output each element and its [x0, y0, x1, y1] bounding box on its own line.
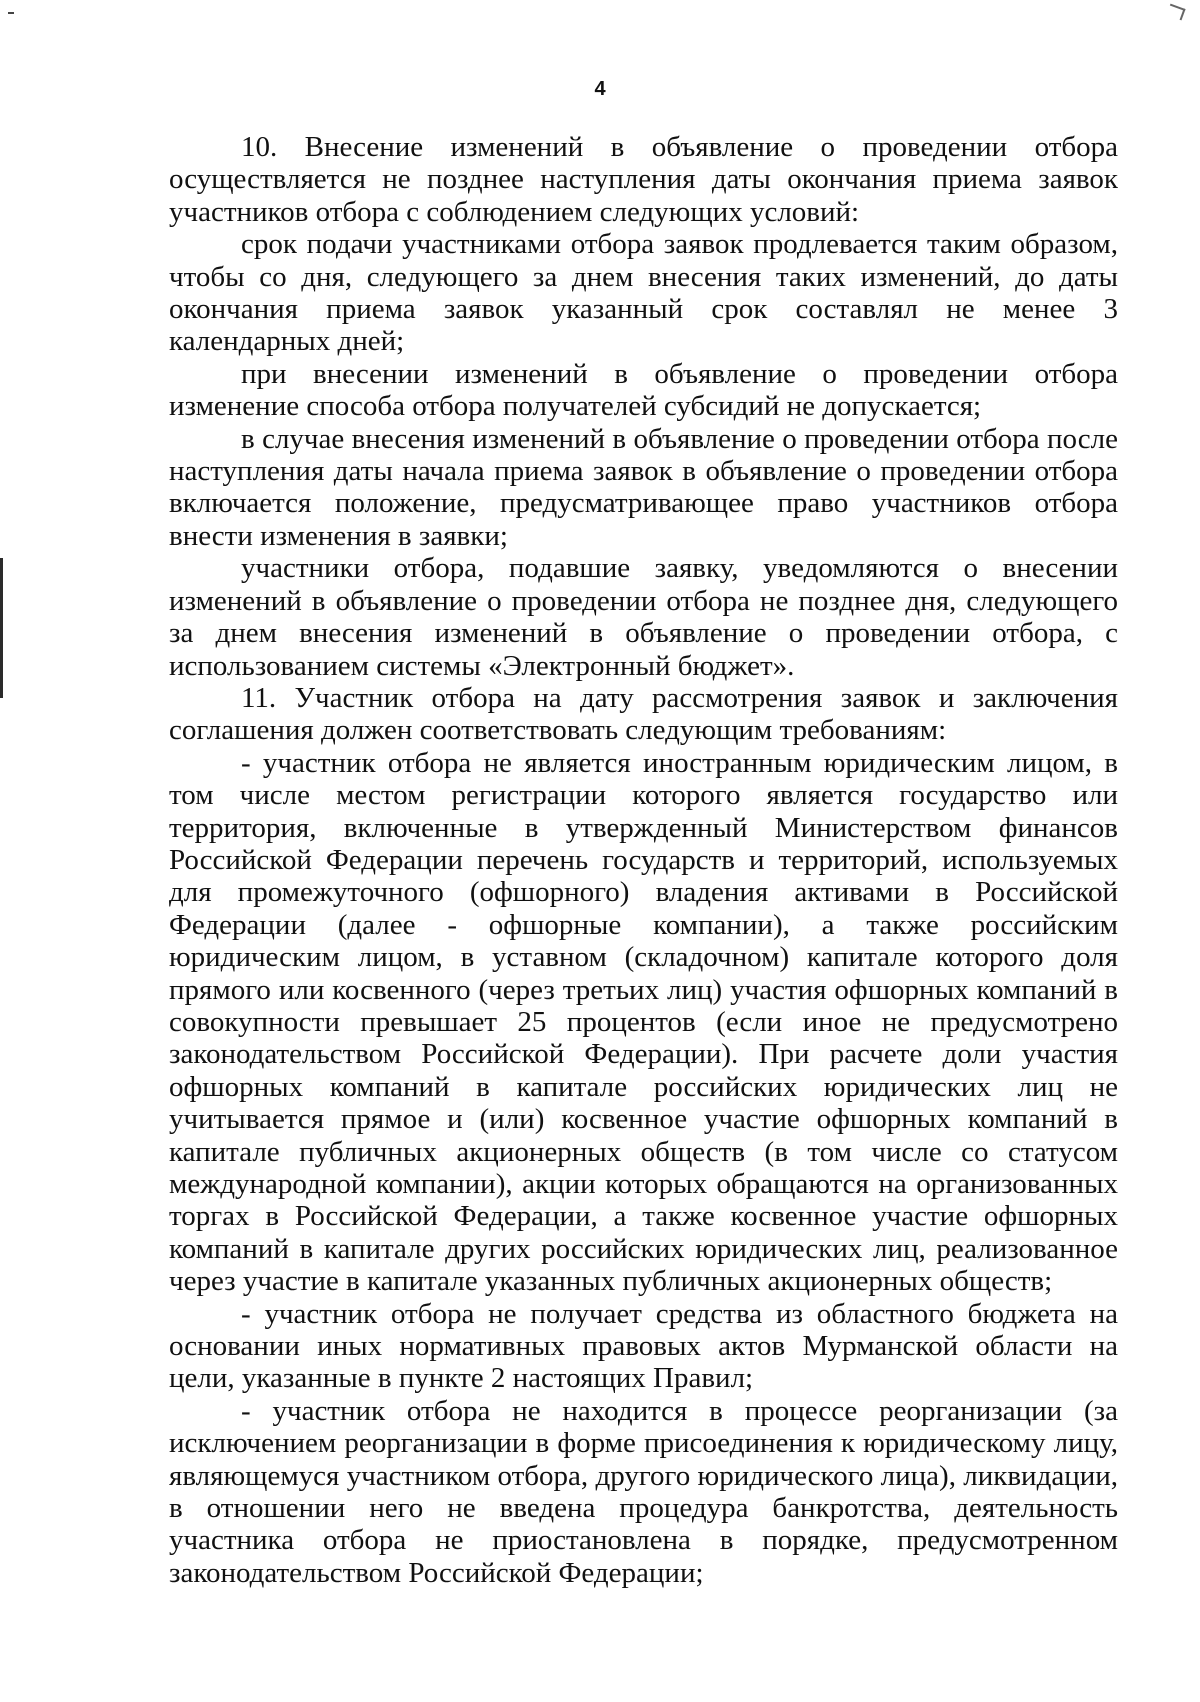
- paragraph-deadline-extension: срок подачи участниками отбора заявок продлевается таким образом, чтобы со дня, следующего за днем внесения таких изменений, до даты окончания приема заявок указанный срок составлял не менее 3 календарных дней;: [169, 228, 1118, 358]
- paragraph-budget-funds-requirement: - участник отбора не получает средства из областного бюджета на основании иных нормативных правовых актов Мурманской области на цели, указанные в пункте 2 настоящих Правил;: [169, 1297, 1118, 1395]
- scan-artifact: [0, 558, 3, 698]
- scan-artifact: [1166, 4, 1185, 21]
- paragraph-method-unchanged: при внесении изменений в объявление о проведении отбора изменение способа отбора получателей субсидий не допускается;: [169, 357, 1118, 423]
- paragraph-reorganization-requirement: - участник отбора не находится в процессе реорганизации (за исключением реорганизации в форме присоединения к юридическому лицу, являющемуся участником отбора, другого юридического лица), ликвидации, в отношении него не введена процедура банкротства, деятельность участника отбора не приостановлена в порядке, предусмотренном законодательством Российской Федерации;: [169, 1394, 1118, 1589]
- document-body: [169, 131, 1118, 1589]
- paragraph-item-10: 10. Внесение изменений в объявление о проведении отбора осуществляется не позднее наступления даты окончания приема заявок участников отбора с соблюдением следующих условий:: [169, 131, 1118, 228]
- paragraph-amend-applications: в случае внесения изменений в объявление о проведении отбора после наступления даты начала приема заявок в объявление о проведении отбора включается положение, предусматривающее право участников отбора внести изменения в заявки;: [169, 422, 1118, 552]
- paragraph-offshore-requirement: - участник отбора не является иностранным юридическим лицом, в том числе местом регистрации которого является государство или территория, включенные в утвержденный Министерством финансов Российской Федерации перечень государств и территорий, используемых для промежуточного (офшорного) владения активами в Российской Федерации (далее - офшорные компании), а также российским юридическим лицом, в уставном (складочном) капитале которого доля прямого или косвенного (через третьих лиц) участия офшорных компаний в совокупности превышает 25 процентов (если иное не предусмотрено законодательством Российской Федерации). При расчете доли участия офшорных компаний в капитале российских юридических лиц не учитывается прямое и (или) косвенное участие офшорных компаний в капитале публичных акционерных обществ (в том числе со статусом международной компании), акции которых обращаются на организованных торгах в Российской Федерации, а также косвенное участие офшорных компаний в капитале других российских юридических лиц, реализованное через участие в капитале указанных публичных акционерных обществ;: [169, 746, 1118, 1298]
- page-number: 4: [594, 78, 606, 100]
- paragraph-item-11: 11. Участник отбора на дату рассмотрения заявок и заключения соглашения должен соответствовать следующим требованиям:: [169, 681, 1118, 747]
- scan-artifact: [8, 12, 14, 14]
- paragraph-notification: участники отбора, подавшие заявку, уведомляются о внесении изменений в объявление о проведении отбора не позднее дня, следующего за днем внесения изменений в объявление о проведении отбора, с использованием системы «Электронный бюджет».: [169, 552, 1118, 682]
